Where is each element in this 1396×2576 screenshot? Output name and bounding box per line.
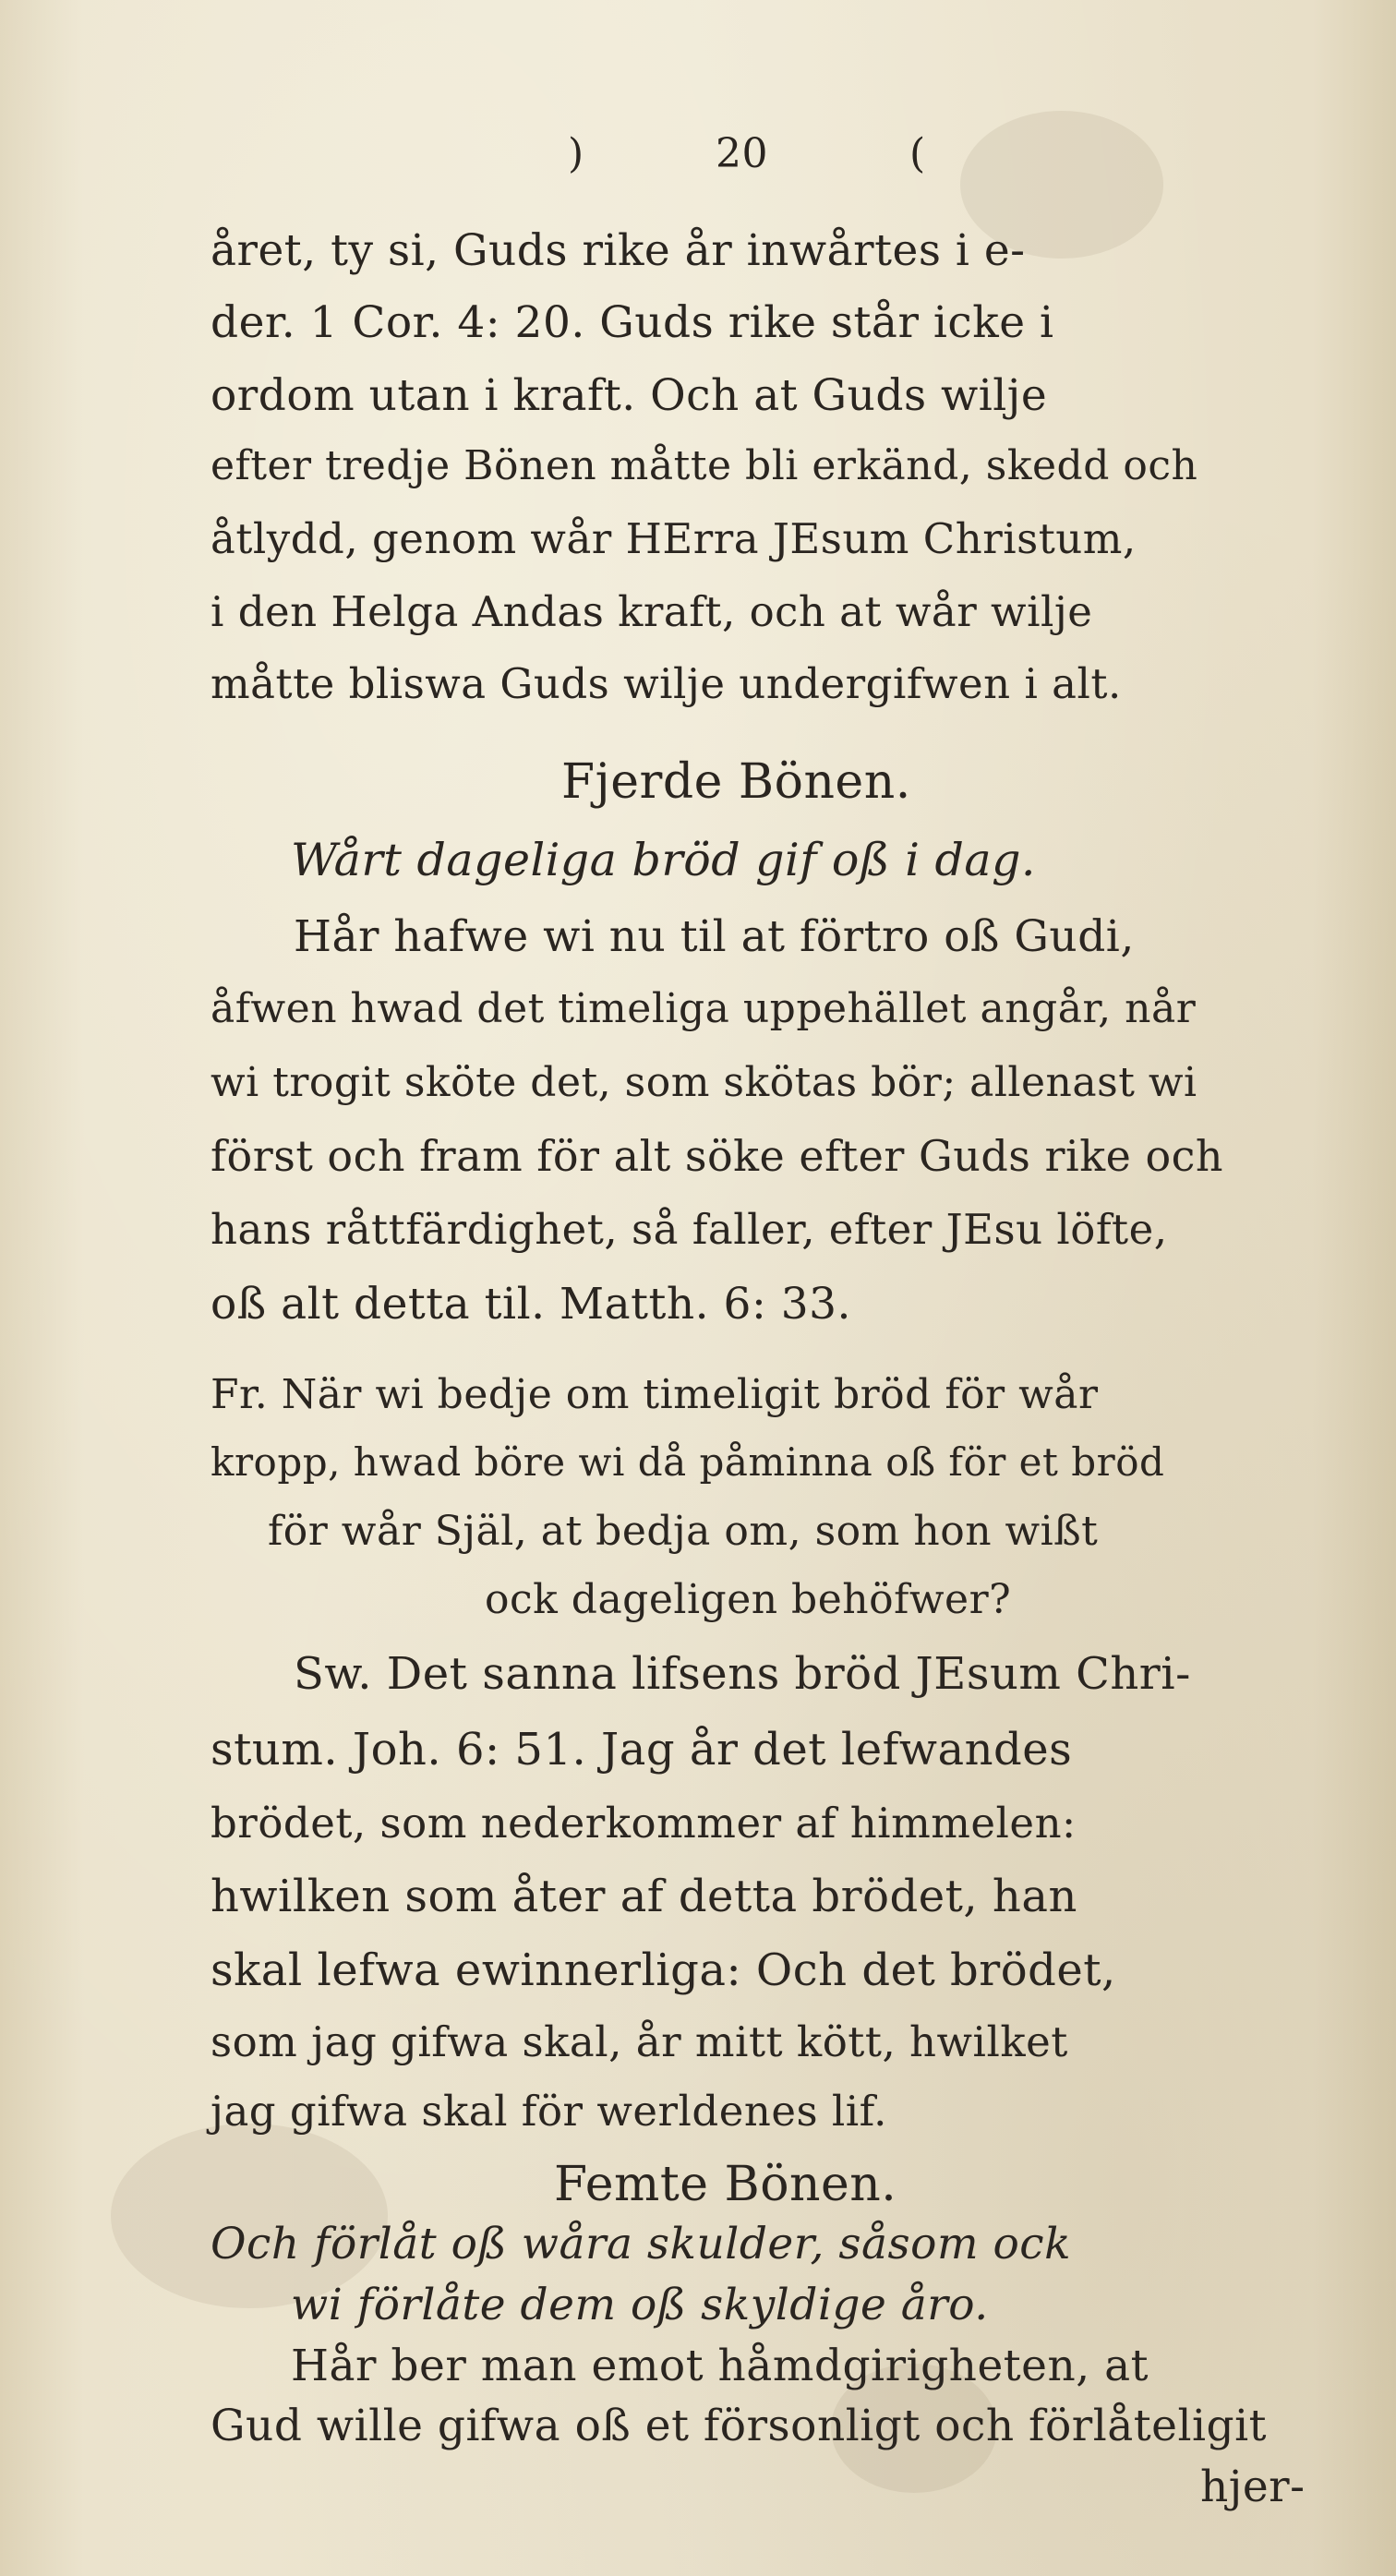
answer-line: Sw. Det sanna lifsens bröd JEsum Chri- [294, 1647, 1191, 1700]
answer-line: jag gifwa skal för werldenes lif. [211, 2086, 887, 2136]
answer-line: skal lefwa ewinnerliga: Och det brödet, [211, 1944, 1116, 1996]
answer-line: som jag gifwa skal, år mitt kött, hwilket [211, 2016, 1068, 2066]
text-line: hans råttfärdighet, så faller, efter JEsu löfte, [211, 1204, 1168, 1254]
text-line: ordom utan i kraft. Och at Guds wilje [211, 370, 1048, 422]
text-line: i den Helga Andas kraft, och at wår wilje [211, 587, 1093, 637]
text-line: wi trogit sköte det, som skötas bör; allenast wi [211, 1058, 1197, 1106]
question-line: ock dageligen behöfwer? [485, 1575, 1012, 1623]
question-line: för wår Själ, at bedja om, som hon wißt [268, 1508, 1099, 1555]
text-line: Hår ber man emot håmdgirigheten, at [291, 2340, 1149, 2391]
text-line: Gud wille gifwa oß et försonligt och förlåteligit [211, 2401, 1268, 2452]
text-line: måtte bliswa Guds wilje undergifwen i alt. [211, 659, 1122, 709]
text-line: oß alt detta til. Matth. 6: 33. [211, 1279, 851, 1330]
catchword: hjer- [1200, 2462, 1306, 2512]
text-line: åfwen hwad det timeliga uppehället angår, når [211, 985, 1197, 1033]
text-line: först och fram för alt söke efter Guds rike och [211, 1130, 1224, 1181]
petition-verse: Och förlåt oß wåra skulder, såsom ock [211, 2219, 1072, 2270]
page-number: 20 [716, 130, 768, 177]
text-line: året, ty si, Guds rike år inwårtes i e- [211, 224, 1026, 276]
petition-verse: Wårt dageliga bröd gif oß i dag. [291, 834, 1037, 887]
answer-line: hwilken som åter af detta brödet, han [211, 1870, 1077, 1922]
answer-line: stum. Joh. 6: 51. Jag år det lefwandes [211, 1724, 1073, 1776]
header-left-bracket: ) [568, 130, 584, 177]
section-title-fifth-petition: Femte Bönen. [554, 2156, 897, 2212]
petition-verse: wi förlåte dem oß skyldige åro. [291, 2279, 989, 2330]
text-line: åtlydd, genom wår HErra JEsum Christum, [211, 514, 1137, 564]
text-line: Hår hafwe wi nu til at förtro oß Gudi, [294, 910, 1135, 962]
question-line: Fr. När wi bedje om timeligit bröd för wår [211, 1371, 1099, 1419]
answer-line: brödet, som nederkommer af himmelen: [211, 1798, 1077, 1848]
question-line: kropp, hwad böre wi då påminna oß för et bröd [211, 1439, 1165, 1486]
text-line: der. 1 Cor. 4: 20. Guds rike står icke i [211, 296, 1054, 348]
section-title-fourth-petition: Fjerde Bönen. [561, 753, 911, 810]
text-line: efter tredje Bönen måtte bli erkänd, skedd och [211, 442, 1198, 490]
header-right-bracket: ( [909, 130, 926, 177]
